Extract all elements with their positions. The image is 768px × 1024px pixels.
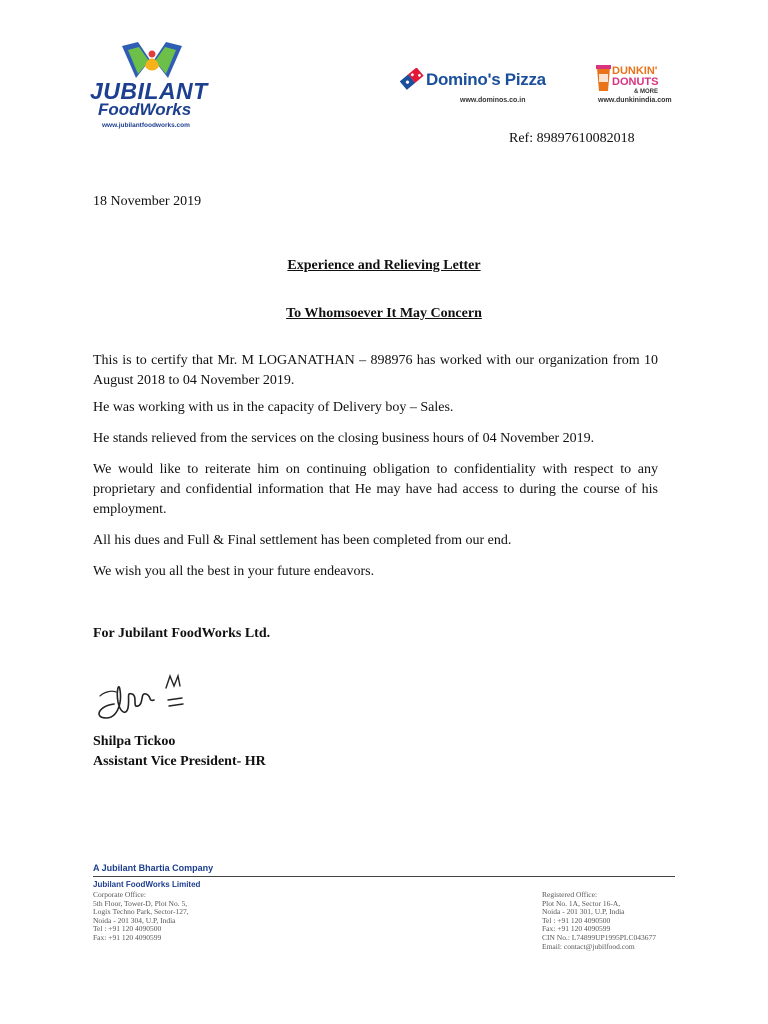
registered-line: CIN No.: L74899UP1995PLC043677: [542, 932, 656, 942]
and-more-wordmark: & MORE: [634, 89, 658, 95]
domino-tile-icon: [400, 68, 424, 90]
footer-divider: [93, 876, 675, 877]
jubilant-emblem-icon: [118, 40, 188, 82]
dunkin-url: www.dunkinindia.com: [598, 97, 672, 104]
dunkin-donuts-logo: [594, 62, 684, 110]
paragraph-certification: This is to certify that Mr. M LOGANATHAN – 898976 has worked with our organization from 10 August 2018 to 04 November 2019.: [93, 353, 658, 388]
paragraph-capacity: He was working with us in the capacity of Delivery boy – Sales.: [93, 400, 454, 415]
corporate-office-address: [93, 891, 189, 943]
paragraph-confidentiality: We would like to reiterate him on continuing obligation to confidentiality with respect to any proprietary and confidential information that He may have had access to during the course of his employment.: [93, 462, 658, 517]
letter-salutation: To Whomsoever It May Concern: [286, 306, 482, 321]
reference-number: Ref: 89897610082018: [509, 131, 635, 146]
foodworks-wordmark: FoodWorks: [98, 100, 192, 119]
signatory-name: Shilpa Tickoo: [93, 734, 176, 749]
letter-date: 18 November 2019: [93, 194, 202, 209]
letter-title: Experience and Relieving Letter: [287, 258, 481, 273]
jubilant-url: www.jubilantfoodworks.com: [102, 122, 190, 129]
paragraph-settlement: All his dues and Full & Final settlement has been completed from our end.: [93, 533, 512, 548]
registered-line: Noida - 201 301, U.P, India: [542, 907, 625, 917]
corporate-line: Tel : +91 120 4090500: [93, 924, 162, 934]
registered-line: Email: contact@jubilfood.com: [542, 941, 635, 951]
dominos-pizza-logo: [398, 62, 583, 110]
registered-line: Fax: +91 120 4090599: [542, 924, 611, 934]
footer-company-name: Jubilant FoodWorks Limited: [93, 880, 201, 889]
group-tagline: A Jubilant Bhartia Company: [93, 863, 214, 873]
paragraph-relieved: He stands relieved from the services on the closing business hours of 04 November 2019.: [93, 431, 595, 446]
corporate-line: 5th Floor, Tower-D, Plot No. 5,: [93, 898, 188, 908]
coffee-cup-icon: [596, 64, 611, 92]
jubilant-foodworks-logo: [90, 40, 215, 135]
corporate-line: Noida - 201 304, U.P, India: [93, 915, 176, 925]
jubilant-wordmark: JUBILANT: [90, 78, 208, 104]
dominos-url: www.dominos.co.in: [460, 97, 526, 104]
signatory-title: Assistant Vice President- HR: [93, 754, 266, 769]
corporate-line: Logix Techno Park, Sector-127,: [93, 907, 189, 917]
registered-line: Plot No. 1A, Sector 16-A,: [542, 898, 621, 908]
donuts-wordmark: DONUTS: [612, 76, 659, 88]
sign-off: For Jubilant FoodWorks Ltd.: [93, 626, 271, 641]
paragraph-wishes: We wish you all the best in your future endeavors.: [93, 564, 375, 579]
registered-line: Tel : +91 120 4090500: [542, 915, 611, 925]
corporate-line: Fax: +91 120 4090599: [93, 932, 162, 942]
registered-line: Registered Office:: [542, 890, 598, 899]
dunkin-wordmark: DUNKIN': [612, 65, 658, 77]
registered-office-address: [542, 891, 656, 951]
handwritten-signature: [92, 672, 202, 724]
corporate-line: Corporate Office:: [93, 890, 146, 899]
dominos-wordmark: Domino's Pizza: [426, 70, 546, 89]
